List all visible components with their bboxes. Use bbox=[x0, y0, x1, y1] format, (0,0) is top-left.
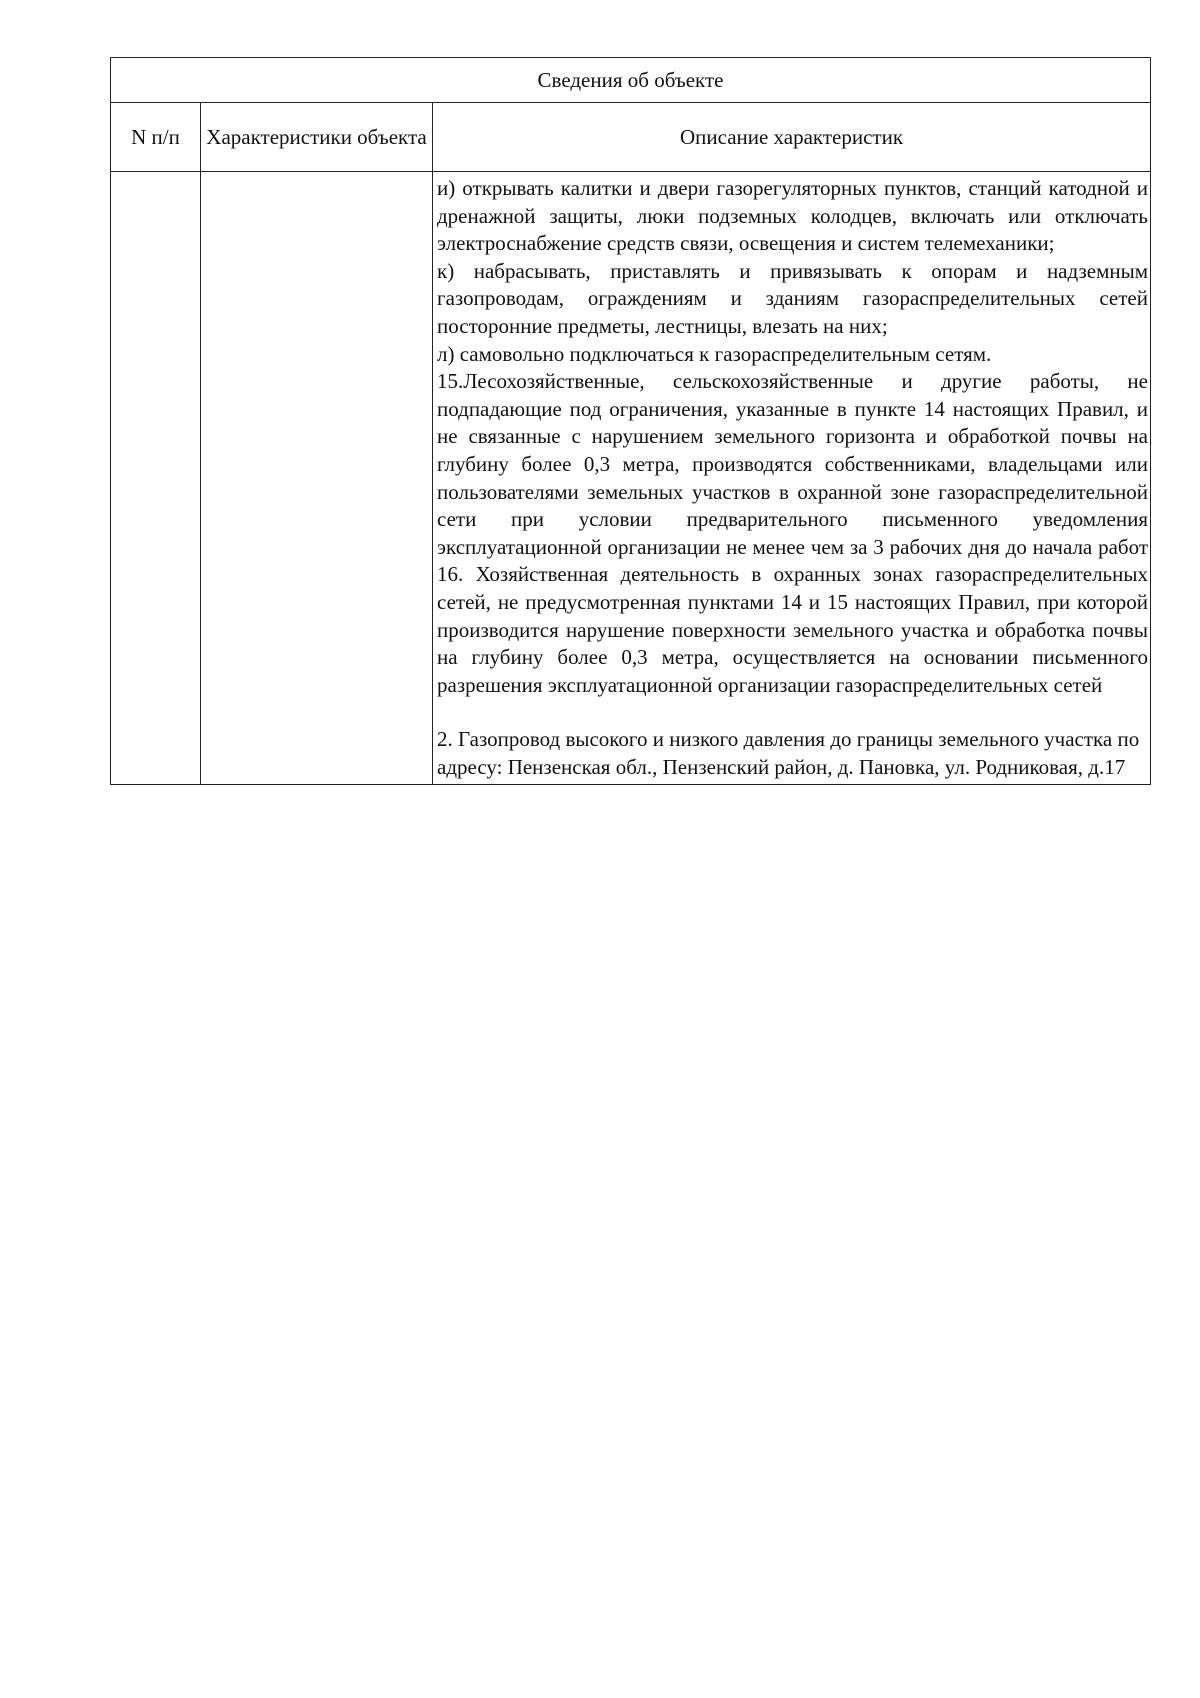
paragraph-item-2: 2. Газопровод высокого и низкого давления до границы земельного участка по адресу: Пензенская обл., Пензенский район, д. Пановка, ул. Родниковая, д.17 bbox=[437, 727, 1140, 779]
paragraph-15-16: 15.Лесохозяйственные, сельскохозяйственные и другие работы, не подпадающие под ограничения, указанные в пункте 14 настоящих Правил, и не связанные с нарушением земельного горизонта и обработкой почвы на глубину более 0,3 метра, производятся собственниками, владельцами или пользователями земельных участков в охранной зоне газораспределительной сети при условии предварительного письменного уведомления эксплуатационной организации не менее чем за 3 рабочих дня до начала работ 16. Хозяйственная деятельность в охранных зонах газораспределительных сетей, не предусмотренная пунктами 14 и 15 настоящих Правил, при которой производится нарушение поверхности земельного участка и обработка почвы на глубину более 0,3 метра, осуществляется на основании письменного разрешения эксплуатационной организации газораспределительных сетей bbox=[437, 369, 1148, 697]
paragraph-k: к) набрасывать, приставлять и привязывать к опорам и надземным газопроводам, ограждениям и зданиям газораспределительных сетей посторонние предметы, лестницы, влезать на них; bbox=[437, 258, 1148, 338]
paragraph-l: л) самовольно подключаться к газораспределительным сетям. bbox=[437, 341, 992, 366]
table-header-row bbox=[111, 103, 1151, 172]
header-number: N п/п bbox=[111, 103, 201, 172]
paragraph-spacer bbox=[437, 699, 1148, 726]
header-description: Описание характеристик bbox=[433, 103, 1151, 172]
table-row bbox=[111, 172, 1151, 785]
table-caption-row bbox=[111, 58, 1151, 103]
row-description-cell bbox=[433, 172, 1151, 785]
row-number-cell bbox=[111, 172, 201, 785]
paragraph-i: и) открывать калитки и двери газорегуляторных пунктов, станций катодной и дренажной защиты, люки подземных колодцев, включать или отключать электроснабжение средств связи, освещения и систем телемеханики; bbox=[437, 176, 1148, 256]
object-info-table bbox=[110, 57, 1151, 785]
row-characteristics-cell bbox=[201, 172, 433, 785]
table-caption: Сведения об объекте bbox=[111, 58, 1151, 103]
header-characteristics: Характеристики объекта bbox=[201, 103, 433, 172]
